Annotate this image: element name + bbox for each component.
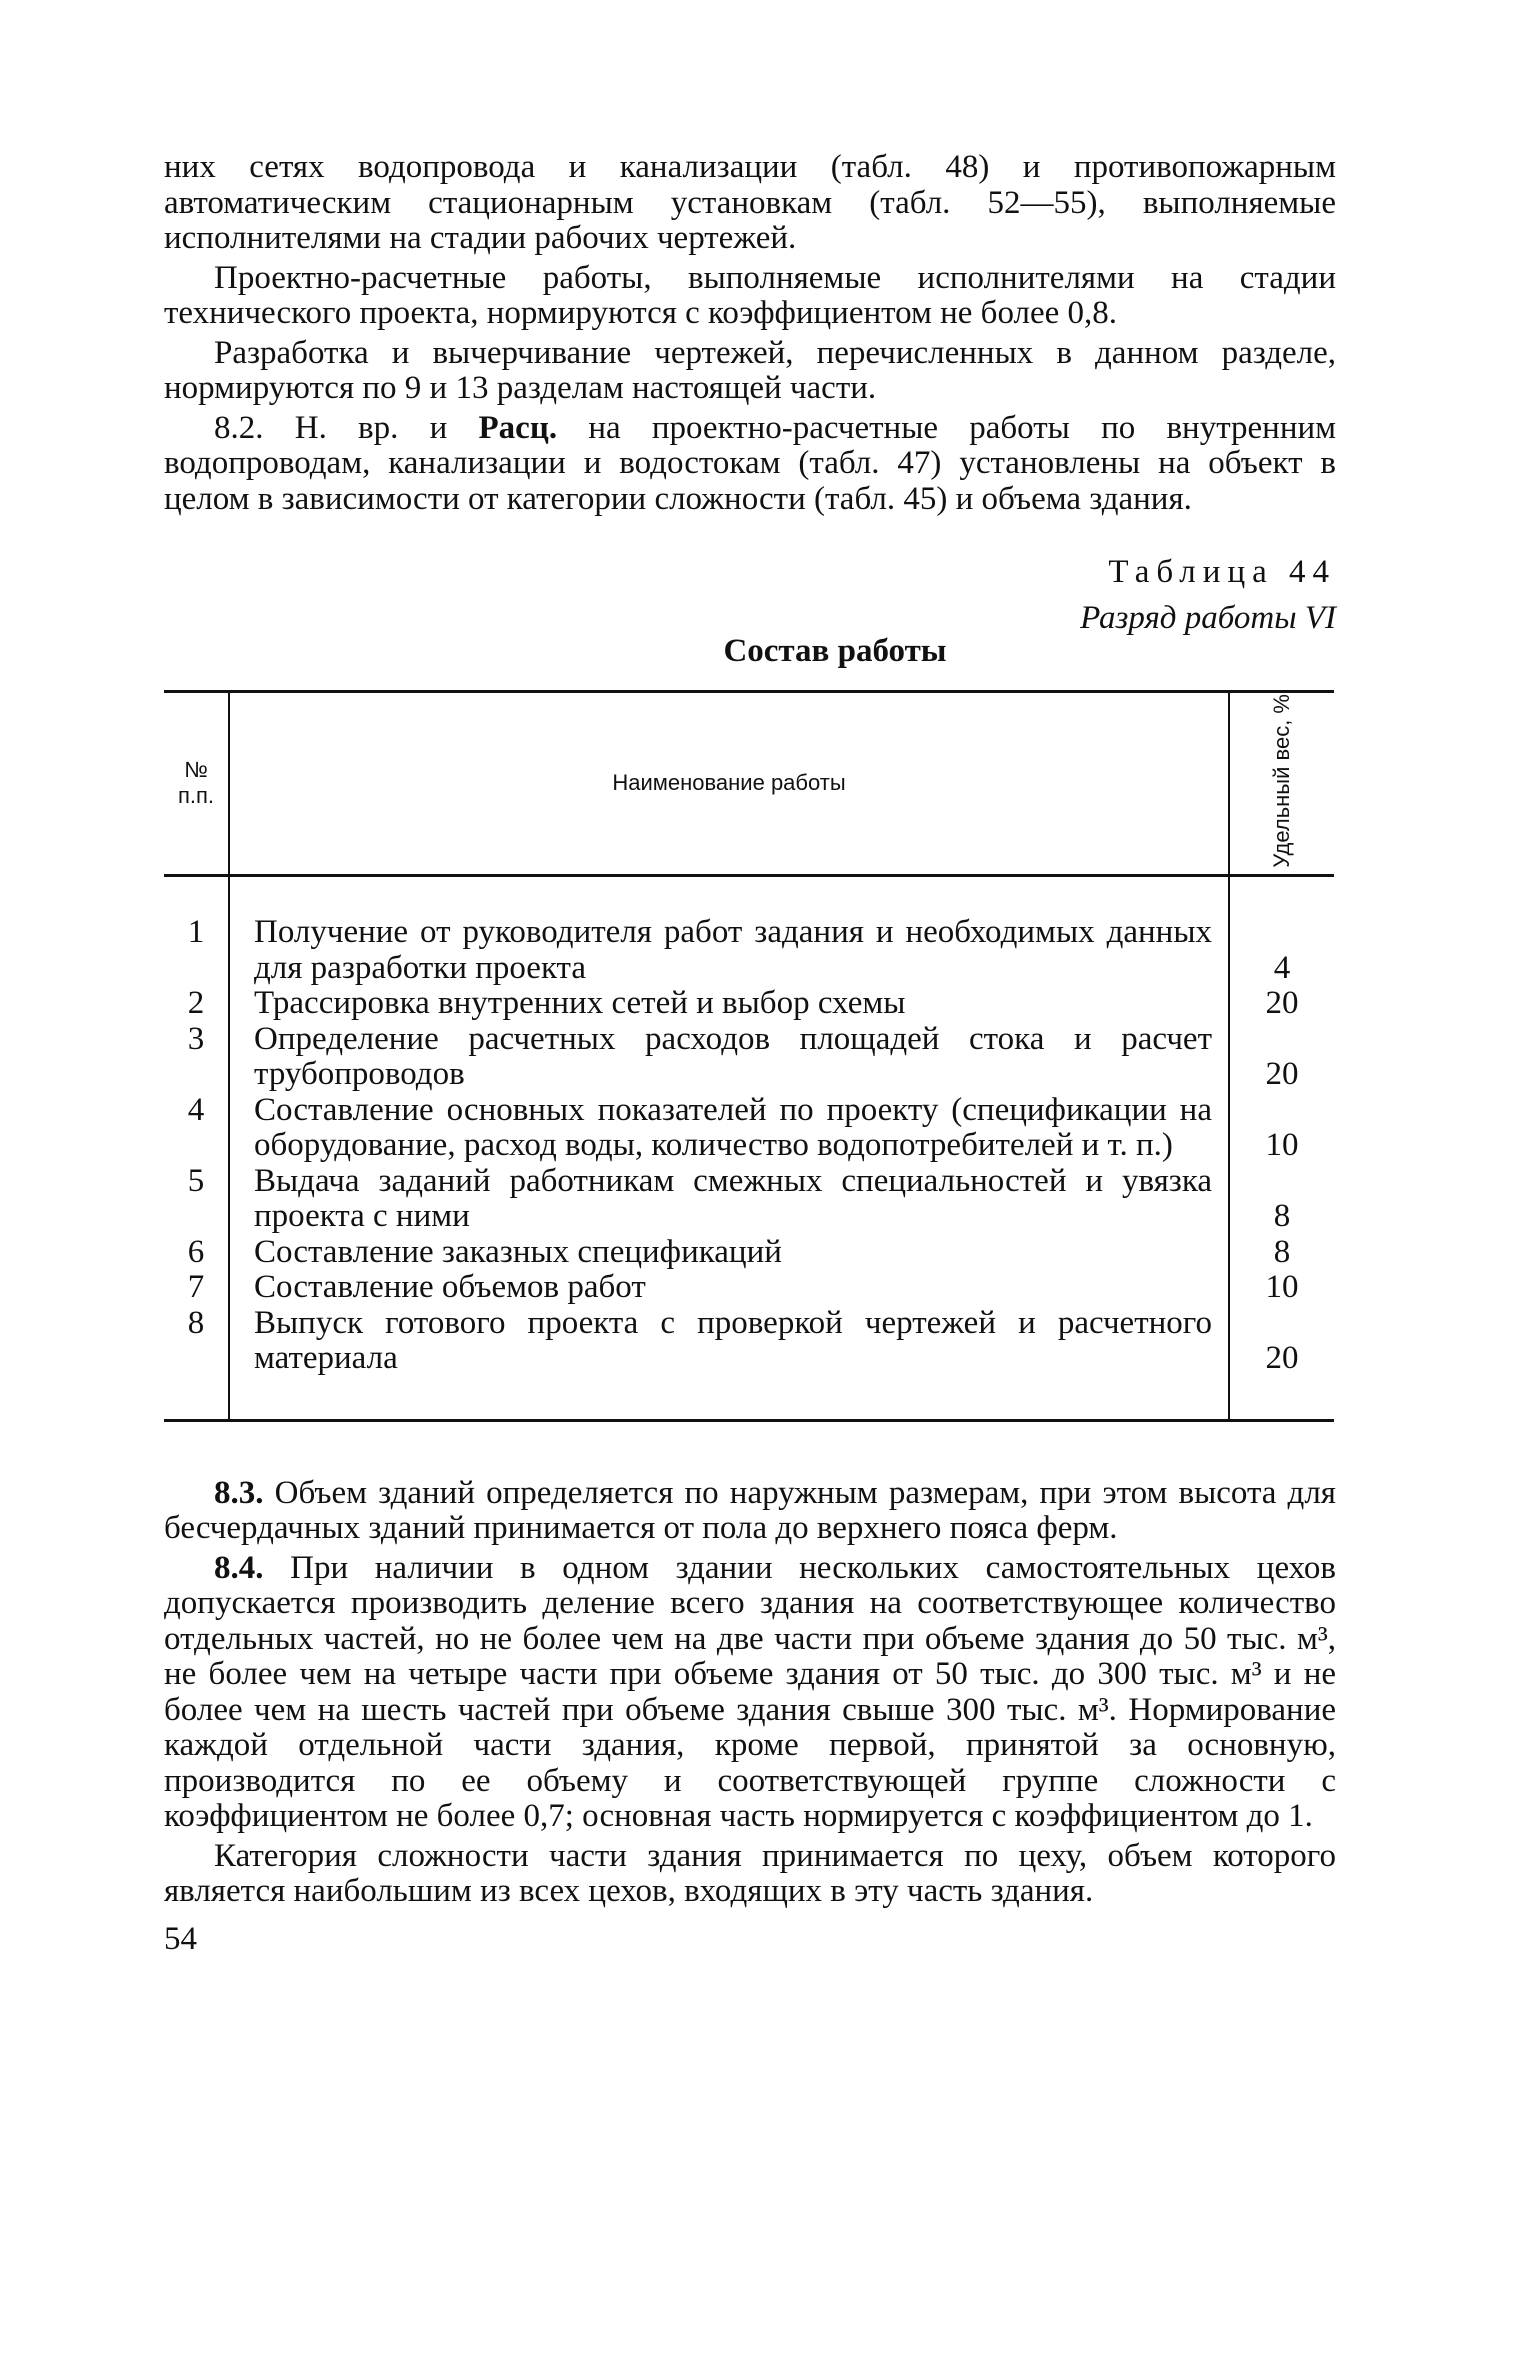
- paragraph-8-2: 8.2. Н. вр. и Расц. на проектно-расчетные работы по внутренним водопроводам, канализации и водостокам (табл. 47) установлены на объект в целом в зависимости от категории сложности (табл. 45) и объема здания.: [164, 409, 1337, 517]
- row-work-name: Составление объемов работ: [254, 1269, 646, 1306]
- work-composition-table: [164, 690, 1334, 1422]
- row-weight: 10: [1229, 1270, 1334, 1306]
- row-work-name: Составление заказных спецификаций: [254, 1233, 782, 1270]
- row-work-name: Выпуск готового проекта с проверкой чертежей и расчетного материала: [254, 1304, 1212, 1377]
- abbr-norm-time: Н. вр.: [294, 409, 399, 446]
- document-page: [164, 150, 1336, 1957]
- header-weight: Удельный вес, %: [1229, 691, 1334, 876]
- table-row: [164, 1164, 1334, 1235]
- paragraph-continuation: них сетях водопровода и канализации (табл. 48) и противопожарным автоматическим стационарным установкам (табл. 52—55), выполняемые исполнителями на стадии рабочих чертежей.: [164, 149, 1336, 256]
- table-row: [164, 1022, 1334, 1093]
- table-row: [164, 1270, 1334, 1306]
- table-title: Состав работы: [723, 633, 947, 669]
- paragraph-category: Категория сложности части здания принимается по цеху, объем которого является наибольшим из всех цехов, входящих в эту часть здания.: [164, 1837, 1336, 1910]
- page-number: 54: [164, 1920, 197, 1957]
- row-number: 1: [164, 876, 229, 987]
- table-row: [164, 1235, 1334, 1271]
- row-weight: 20: [1229, 1022, 1334, 1093]
- row-number: 3: [164, 1022, 229, 1093]
- table-row: [164, 986, 1334, 1022]
- row-number: 7: [164, 1270, 229, 1306]
- row-weight: 8: [1229, 1235, 1334, 1271]
- table-body: [164, 876, 1334, 1421]
- table-row: [164, 1093, 1334, 1164]
- paragraph-text: на проектно-расчетные работы по внутренним водопроводам, канализации и водостокам (табл. 47) установлены на объект в целом в зависимости от категории сложности (табл. 45) и объема здания.: [164, 409, 1337, 517]
- header-name: Наименование работы: [229, 691, 1229, 876]
- paragraph-drawings: Разработка и вычерчивание чертежей, перечисленных в данном разделе, нормируются по 9 и 13 разделам настоящей части.: [164, 334, 1336, 406]
- row-work-name: Определение расчетных расходов площадей стока и расчет трубопроводов: [254, 1020, 1212, 1093]
- paragraph-number: 8.2.: [214, 409, 264, 446]
- row-work-name: Трассировка внутренних сетей и выбор схемы: [254, 985, 906, 1022]
- paragraph-tech-project: Проектно-расчетные работы, выполняемые исполнителями на стадии технического проекта, нормируются с коэффициентом не более 0,8.: [164, 259, 1336, 331]
- row-number: 5: [164, 1164, 229, 1235]
- header-num: № п.п.: [164, 691, 229, 876]
- row-weight: 4: [1229, 876, 1334, 987]
- row-number: 6: [164, 1235, 229, 1271]
- paragraph-number: 8.4.: [214, 1549, 264, 1586]
- table-row: [164, 876, 1334, 987]
- table-row: [164, 1306, 1334, 1421]
- table-caption: Таблица 44: [1108, 554, 1336, 590]
- table-header-row: [164, 691, 1334, 876]
- row-weight: 20: [1229, 986, 1334, 1022]
- paragraph-8-4: 8.4. При наличии в одном здании нескольких самостоятельных цехов допускается производить деление всего здания на соответствующее количество отдельных частей, но не более чем на две части при объеме здания до 50 тыс. м³, не более чем на четыре части при объеме здания от 50 тыс. до 300 тыс. м³ и не более чем на шесть частей при объеме здания свыше 300 тыс. м³. Нормирование каждой отдельной части здания, кроме первой, принятой за основную, производится по ее объему и соответствующей группе сложности с коэффициентом не более 0,7; основная часть нормируется с коэффициентом до 1.: [164, 1549, 1337, 1835]
- row-weight: 20: [1229, 1306, 1334, 1421]
- paragraph-8-3: 8.3. Объем зданий определяется по наружным размерам, при этом высота для бесчердачных зданий принимается от пола до верхнего пояса ферм.: [164, 1474, 1336, 1547]
- row-work-name: Получение от руководителя работ задания и необходимых данных для разработки проекта: [254, 914, 1212, 986]
- table-subcaption: Разряд работы VI: [1080, 599, 1336, 636]
- row-number: 8: [164, 1306, 229, 1421]
- row-number: 4: [164, 1093, 229, 1164]
- row-work-name: Выдача заданий работникам смежных специальностей и увязка проекта с ними: [254, 1162, 1212, 1235]
- row-work-name: Составление основных показателей по проекту (спецификации на оборудование, расход воды, количество водопотребителей и т. п.): [254, 1091, 1212, 1164]
- row-weight: 8: [1229, 1164, 1334, 1235]
- row-number: 2: [164, 986, 229, 1022]
- abbr-rate: Расц.: [478, 409, 558, 446]
- paragraph-number: 8.3.: [214, 1474, 264, 1511]
- row-weight: 10: [1229, 1093, 1334, 1164]
